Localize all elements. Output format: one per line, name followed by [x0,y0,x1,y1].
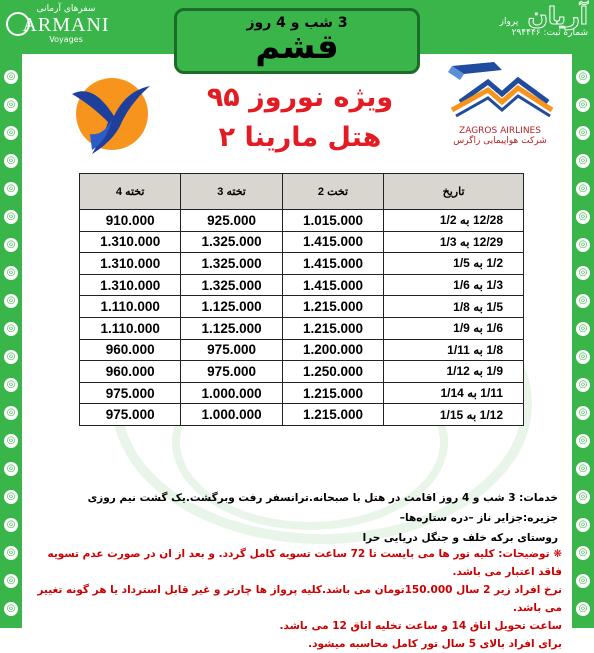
bird-logo-icon [62,64,158,160]
date-range: 1/5 به 1/8 [384,296,524,318]
swirl-ornament-icon: ◎ [576,98,590,112]
price-3bed: 1.000.000 [181,404,282,426]
col-header-2bed: 2 تخت [282,174,383,210]
right-border [572,0,594,628]
price-3bed: 1.325.000 [181,274,282,296]
date-range: 1/9 به 1/12 [384,361,524,383]
swirl-ornament-icon: ◎ [4,406,18,420]
price-3bed: 1.125.000 [181,317,282,339]
price-2bed: 1.215.000 [282,317,383,339]
zagros-logo-icon [444,58,556,120]
services-line-2: روستای برکه خلف و جنگل دریایی حرا [362,532,558,544]
swirl-ornament-icon: ◎ [4,602,18,616]
price-2bed: 1.215.000 [282,382,383,404]
services-text [36,488,558,548]
table-row [80,253,524,275]
swirl-ornament-icon: ◎ [576,266,590,280]
arian-tagline: پرواز [499,17,519,27]
price-3bed: 975.000 [181,339,282,361]
armani-logo [6,4,126,48]
price-4bed: 960.000 [80,361,181,383]
swirl-ornament-icon: ◎ [4,238,18,252]
date-range: 1/6 به 1/9 [384,317,524,339]
swirl-ornament-icon: ◎ [4,266,18,280]
swirl-ornament-icon: ◎ [576,238,590,252]
swirl-ornament-icon: ◎ [576,378,590,392]
swirl-ornament-icon: ◎ [4,518,18,532]
destination-city: قشم [255,27,339,67]
armani-logo-icon [6,12,30,36]
armani-name: ARMANI [22,14,110,36]
swirl-ornament-icon: ◎ [4,546,18,560]
price-3bed: 1.125.000 [181,296,282,318]
tour-duration: 3 شب و 4 روز [246,15,348,31]
table-row [80,296,524,318]
swirl-ornament-icon: ◎ [576,154,590,168]
tour-title: ویژه نوروز ۹۵ [206,82,394,113]
table-row [80,231,524,253]
swirl-ornament-icon: ◎ [4,322,18,336]
price-4bed: 1.110.000 [80,317,181,339]
swirl-ornament-icon: ◎ [4,210,18,224]
col-header-date: تاریخ [384,174,524,210]
notes-text [36,545,562,653]
price-table [79,173,524,426]
col-header-3bed: 3 تخته [181,174,282,210]
swirl-ornament-icon: ◎ [576,210,590,224]
swirl-ornament-icon: ◎ [576,406,590,420]
swirl-ornament-icon: ◎ [576,602,590,616]
airline-name-fa: شرکت هواپیمایی زاگرس [453,136,547,146]
price-4bed: 1.110.000 [80,296,181,318]
price-2bed: 1.415.000 [282,274,383,296]
swirl-ornament-icon: ◎ [4,462,18,476]
price-3bed: 1.000.000 [181,382,282,404]
price-3bed: 1.325.000 [181,231,282,253]
table-row [80,382,524,404]
swirl-ornament-icon: ◎ [576,462,590,476]
notes-line-2: نرخ افراد زیر 2 سال 150.000تومان می باشد.کلیه پرواز ها چارتر و غیر قابل استرداد یا هر گونه تغییر می باشد. [37,584,562,614]
table-row [80,210,524,232]
date-range: 1/8 به 1/11 [384,339,524,361]
date-range: 1/2 به 1/5 [384,253,524,275]
swirl-ornament-icon: ◎ [4,182,18,196]
swirl-ornament-icon: ◎ [4,434,18,448]
table-row [80,404,524,426]
table-row [80,339,524,361]
table-header-row [80,174,524,210]
swirl-ornament-icon: ◎ [4,378,18,392]
price-2bed: 1.015.000 [282,210,383,232]
col-header-4bed: 4 تخته [80,174,181,210]
swirl-ornament-icon: ◎ [576,546,590,560]
price-4bed: 975.000 [80,404,181,426]
swirl-ornament-icon: ◎ [576,126,590,140]
notes-line-4: برای افراد بالای 5 سال تور کامل محاسبه میشود. [308,638,562,650]
price-4bed: 1.310.000 [80,231,181,253]
date-range: 12/28 به 1/2 [384,210,524,232]
swirl-ornament-icon: ◎ [576,70,590,84]
swirl-ornament-icon: ◎ [4,490,18,504]
price-2bed: 1.415.000 [282,231,383,253]
destination-header [174,8,420,74]
date-range: 1/11 به 1/14 [384,382,524,404]
swirl-ornament-icon: ◎ [4,154,18,168]
swirl-ornament-icon: ◎ [576,518,590,532]
swirl-ornament-icon: ◎ [4,350,18,364]
price-2bed: 1.200.000 [282,339,383,361]
price-3bed: 925.000 [181,210,282,232]
price-4bed: 1.310.000 [80,253,181,275]
armani-tagline: Voyages [49,35,83,44]
price-4bed: 1.310.000 [80,274,181,296]
swirl-ornament-icon: ◎ [576,574,590,588]
hotel-title: هتل مارینا ۲ [218,122,382,153]
price-2bed: 1.215.000 [282,296,383,318]
registration-number: شماره ثبت: ۲۹۴۴۴۶ [511,28,588,38]
airline-name: ZAGROS AIRLINES [459,126,541,136]
swirl-ornament-icon: ◎ [576,322,590,336]
swirl-ornament-icon: ◎ [4,294,18,308]
price-2bed: 1.250.000 [282,361,383,383]
date-range: 1/12 به 1/15 [384,404,524,426]
date-range: 12/29 به 1/3 [384,231,524,253]
armani-subtitle: سفرهای آرمانی [36,4,96,14]
notes-line-3: ساعت تحویل اتاق 14 و ساعت تخلیه اتاق 12 می باشد. [279,620,562,632]
table-row [80,274,524,296]
price-4bed: 910.000 [80,210,181,232]
price-2bed: 1.415.000 [282,253,383,275]
star-icon: ❋ [553,548,562,560]
table-row [80,361,524,383]
swirl-ornament-icon: ◎ [4,574,18,588]
table-row [80,317,524,339]
arian-logo [438,2,588,52]
left-border [0,0,22,628]
date-range: 1/3 به 1/6 [384,274,524,296]
swirl-ornament-icon: ◎ [576,182,590,196]
swirl-ornament-icon: ◎ [4,98,18,112]
arian-name: آریان [527,2,588,30]
price-3bed: 975.000 [181,361,282,383]
swirl-ornament-icon: ◎ [576,294,590,308]
price-3bed: 1.325.000 [181,253,282,275]
price-4bed: 975.000 [80,382,181,404]
swirl-ornament-icon: ◎ [576,490,590,504]
swirl-ornament-icon: ◎ [576,350,590,364]
price-2bed: 1.215.000 [282,404,383,426]
services-line-1: خدمات: 3 شب و 4 روز اقامت در هتل با صبحانه.ترانسفر رفت وبرگشت.یک گشت نیم روزی جزیره:جزایر ناز –دره ستاره‌ها– [87,492,558,524]
price-4bed: 960.000 [80,339,181,361]
swirl-ornament-icon: ◎ [576,434,590,448]
swirl-ornament-icon: ◎ [4,126,18,140]
swirl-ornament-icon: ◎ [4,70,18,84]
notes-line-1: توضیحات: کلیه تور ها می بایست تا 72 ساعت تسویه کامل گردد. و بعد از ان در صورت عدم تسویه فاقد اعتبار می باشد. [47,548,562,578]
zagros-logo [444,58,556,158]
